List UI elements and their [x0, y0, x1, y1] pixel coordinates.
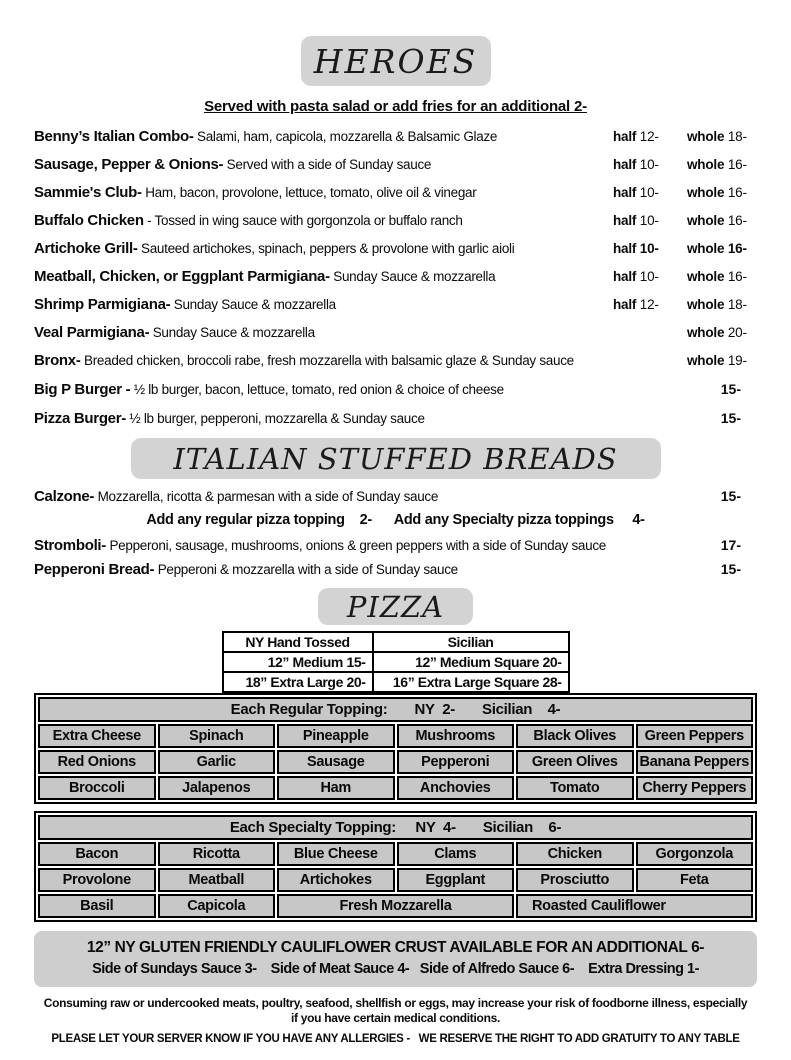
- whole-price: whole 16-: [687, 185, 747, 200]
- item-name: Veal Parmigiana-: [34, 324, 150, 341]
- item-description: Sunday Sauce & mozzarella: [333, 269, 496, 284]
- item-name: Big P Burger -: [34, 381, 131, 398]
- item-name: Pepperoni Bread-: [34, 561, 155, 578]
- item-description: Sunday Sauce & mozzarella: [173, 297, 336, 312]
- item-price: 15-: [720, 488, 741, 504]
- specialty-toppings-table: [34, 811, 757, 922]
- item-name: Buffalo Chicken: [34, 212, 144, 229]
- heroes-item-list: [34, 128, 757, 428]
- table-row: [38, 815, 753, 840]
- disclaimer: [34, 996, 757, 1047]
- topping-cell: Roasted Cauliflower: [516, 894, 753, 918]
- table-row: [223, 652, 569, 672]
- topping-cell: Pineapple: [277, 724, 395, 748]
- heroes-section-header: [301, 36, 491, 86]
- heroes-title: HEROES: [313, 41, 478, 81]
- item-description: ½ lb burger, pepperoni, mozzarella & Sunday sauce: [129, 411, 425, 426]
- topping-cell: Feta: [636, 868, 754, 892]
- heroes-subtitle: Served with pasta salad or add fries for an additional 2-: [204, 98, 587, 115]
- topping-cell: Garlic: [158, 750, 276, 774]
- topping-cell: Banana Peppers: [636, 750, 754, 774]
- add-topping-note: Add any regular pizza topping 2- Add any Specialty pizza toppings 4-: [146, 512, 645, 528]
- item-price: 15-: [720, 561, 741, 577]
- whole-price: whole 16-: [687, 269, 747, 284]
- whole-price: whole 18-: [687, 129, 747, 144]
- topping-cell: Ricotta: [158, 842, 276, 866]
- item-description: Sauteed artichokes, spinach, peppers & provolone with garlic aioli: [141, 241, 515, 256]
- item-name: Stromboli-: [34, 537, 106, 554]
- item-name: Bronx-: [34, 352, 81, 369]
- half-price: half 12-: [613, 129, 659, 144]
- item-name: Sammie's Club-: [34, 184, 142, 201]
- menu-item-row: [34, 380, 757, 399]
- table-row: [38, 697, 753, 722]
- menu-item-row: [34, 128, 757, 146]
- regular-toppings-header: Each Regular Topping: NY 2- Sicilian 4-: [38, 697, 753, 722]
- consumer-advisory-line2: if you have certain medical conditions.: [290, 1011, 501, 1025]
- regular-toppings-table: [34, 693, 757, 804]
- topping-cell: Anchovies: [397, 776, 515, 800]
- item-description: Salami, ham, capicola, mozzarella & Balsamic Glaze: [196, 129, 498, 144]
- topping-cell: Chicken: [516, 842, 634, 866]
- topping-cell: Meatball: [158, 868, 276, 892]
- whole-price: whole 18-: [687, 297, 747, 312]
- table-row: [38, 842, 753, 866]
- size-cell: 18” Extra Large 20-: [223, 672, 373, 692]
- item-name: Sausage, Pepper & Onions-: [34, 156, 224, 173]
- half-price: half 10-: [613, 213, 659, 228]
- sides-prices: Side of Sundays Sauce 3- Side of Meat Sauce 4- Side of Alfredo Sauce 6- Extra Dressing 1-: [92, 961, 699, 977]
- topping-cell: Prosciutto: [516, 868, 634, 892]
- item-description: Pepperoni & mozzarella with a side of Sunday sauce: [157, 562, 458, 577]
- specialty-toppings-header: Each Specialty Topping: NY 4- Sicilian 6-: [38, 815, 753, 840]
- cauliflower-crust-note: 12” NY GLUTEN FRIENDLY CAULIFLOWER CRUST AVAILABLE FOR AN ADDITIONAL 6-: [86, 939, 705, 956]
- topping-cell: Green Olives: [516, 750, 634, 774]
- topping-cell: Mushrooms: [397, 724, 515, 748]
- menu-page: [0, 36, 791, 1047]
- item-description: Ham, bacon, provolone, lettuce, tomato, olive oil & vinegar: [145, 185, 477, 200]
- stuffed-breads-title: ITALIAN STUFFED BREADS: [173, 441, 618, 476]
- table-row: [223, 672, 569, 692]
- half-price: half 10-: [613, 157, 659, 172]
- menu-item-row: [34, 156, 757, 174]
- table-row: [38, 750, 753, 774]
- topping-cell: Sausage: [277, 750, 395, 774]
- gluten-friendly-banner: [34, 931, 757, 987]
- topping-cell: Artichokes: [277, 868, 395, 892]
- whole-price: whole 16-: [687, 213, 747, 228]
- size-cell: 12” Medium Square 20-: [373, 652, 569, 672]
- menu-item-row: [34, 352, 757, 370]
- topping-cell: Ham: [277, 776, 395, 800]
- topping-cell: Clams: [397, 842, 515, 866]
- item-name: Artichoke Grill-: [34, 240, 138, 257]
- menu-item-row: [34, 409, 757, 428]
- menu-item-row: [34, 240, 757, 258]
- item-name: Benny’s Italian Combo-: [34, 128, 194, 145]
- topping-cell: Gorgonzola: [636, 842, 754, 866]
- topping-cell: Eggplant: [397, 868, 515, 892]
- stuffed-breads-list: [34, 488, 757, 578]
- item-description: Served with a side of Sunday sauce: [226, 157, 432, 172]
- allergy-gratuity-note: PLEASE LET YOUR SERVER KNOW IF YOU HAVE ANY ALLERGIES - WE RESERVE THE RIGHT TO ADD GRATUITY TO ANY TABLE: [51, 1033, 740, 1045]
- half-price: half 12-: [613, 297, 659, 312]
- item-price: 15-: [720, 381, 741, 397]
- topping-cell: Bacon: [38, 842, 156, 866]
- pizza-title: PIZZA: [346, 589, 445, 624]
- item-description: Pepperoni, sausage, mushrooms, onions & green peppers with a side of Sunday sauce: [109, 538, 606, 553]
- pizza-size-table: [222, 631, 570, 693]
- ny-hand-tossed-header: NY Hand Tossed: [223, 632, 373, 652]
- item-price: 17-: [720, 537, 741, 553]
- topping-cell: Green Peppers: [636, 724, 754, 748]
- topping-cell: Fresh Mozzarella: [277, 894, 514, 918]
- pizza-section-header: [318, 588, 473, 625]
- menu-item-row: [34, 184, 757, 202]
- size-cell: 16” Extra Large Square 28-: [373, 672, 569, 692]
- item-description: Sunday Sauce & mozzarella: [152, 325, 315, 340]
- size-cell: 12” Medium 15-: [223, 652, 373, 672]
- sicilian-header: Sicilian: [373, 632, 569, 652]
- topping-cell: Spinach: [158, 724, 276, 748]
- table-row: [38, 776, 753, 800]
- item-description: Mozzarella, ricotta & parmesan with a side of Sunday sauce: [97, 489, 439, 504]
- topping-cell: Jalapenos: [158, 776, 276, 800]
- menu-item-row: [34, 537, 757, 554]
- topping-cell: Pepperoni: [397, 750, 515, 774]
- topping-cell: Tomato: [516, 776, 634, 800]
- topping-cell: Blue Cheese: [277, 842, 395, 866]
- table-row: [38, 894, 753, 918]
- table-row: [38, 868, 753, 892]
- item-price: 15-: [720, 410, 741, 426]
- whole-price: whole 16-: [687, 241, 747, 256]
- topping-cell: Basil: [38, 894, 156, 918]
- menu-item-row: [34, 268, 757, 286]
- topping-cell: Black Olives: [516, 724, 634, 748]
- item-name: Pizza Burger-: [34, 410, 126, 427]
- half-price: half 10-: [613, 185, 659, 200]
- item-description: Breaded chicken, broccoli rabe, fresh mozzarella with balsamic glaze & Sunday sauce: [84, 353, 574, 368]
- half-price: half 10-: [613, 269, 659, 284]
- menu-item-row: [34, 488, 757, 505]
- menu-item-row: [34, 212, 757, 230]
- item-name: Meatball, Chicken, or Eggplant Parmigiana-: [34, 268, 330, 285]
- item-description: ½ lb burger, bacon, lettuce, tomato, red onion & choice of cheese: [133, 382, 504, 397]
- whole-price: whole 19-: [687, 353, 747, 368]
- table-row: [223, 632, 569, 652]
- table-row: [38, 724, 753, 748]
- whole-price: whole 20-: [687, 325, 747, 340]
- topping-cell: Red Onions: [38, 750, 156, 774]
- topping-cell: Extra Cheese: [38, 724, 156, 748]
- topping-cell: Broccoli: [38, 776, 156, 800]
- item-description: - Tossed in wing sauce with gorgonzola or buffalo ranch: [147, 213, 463, 228]
- item-name: Shrimp Parmigiana-: [34, 296, 171, 313]
- topping-cell: Cherry Peppers: [636, 776, 754, 800]
- item-name: Calzone-: [34, 488, 95, 505]
- menu-item-row: [34, 324, 757, 342]
- menu-item-row: [34, 561, 757, 578]
- half-price: half 10-: [613, 241, 659, 256]
- topping-cell: Capicola: [158, 894, 276, 918]
- topping-cell: Provolone: [38, 868, 156, 892]
- whole-price: whole 16-: [687, 157, 747, 172]
- menu-item-row: [34, 296, 757, 314]
- stuffed-breads-section-header: [131, 438, 661, 479]
- consumer-advisory-line1: Consuming raw or undercooked meats, poultry, seafood, shellfish or eggs, may increase your risk of foodborne illness, especially: [43, 996, 748, 1010]
